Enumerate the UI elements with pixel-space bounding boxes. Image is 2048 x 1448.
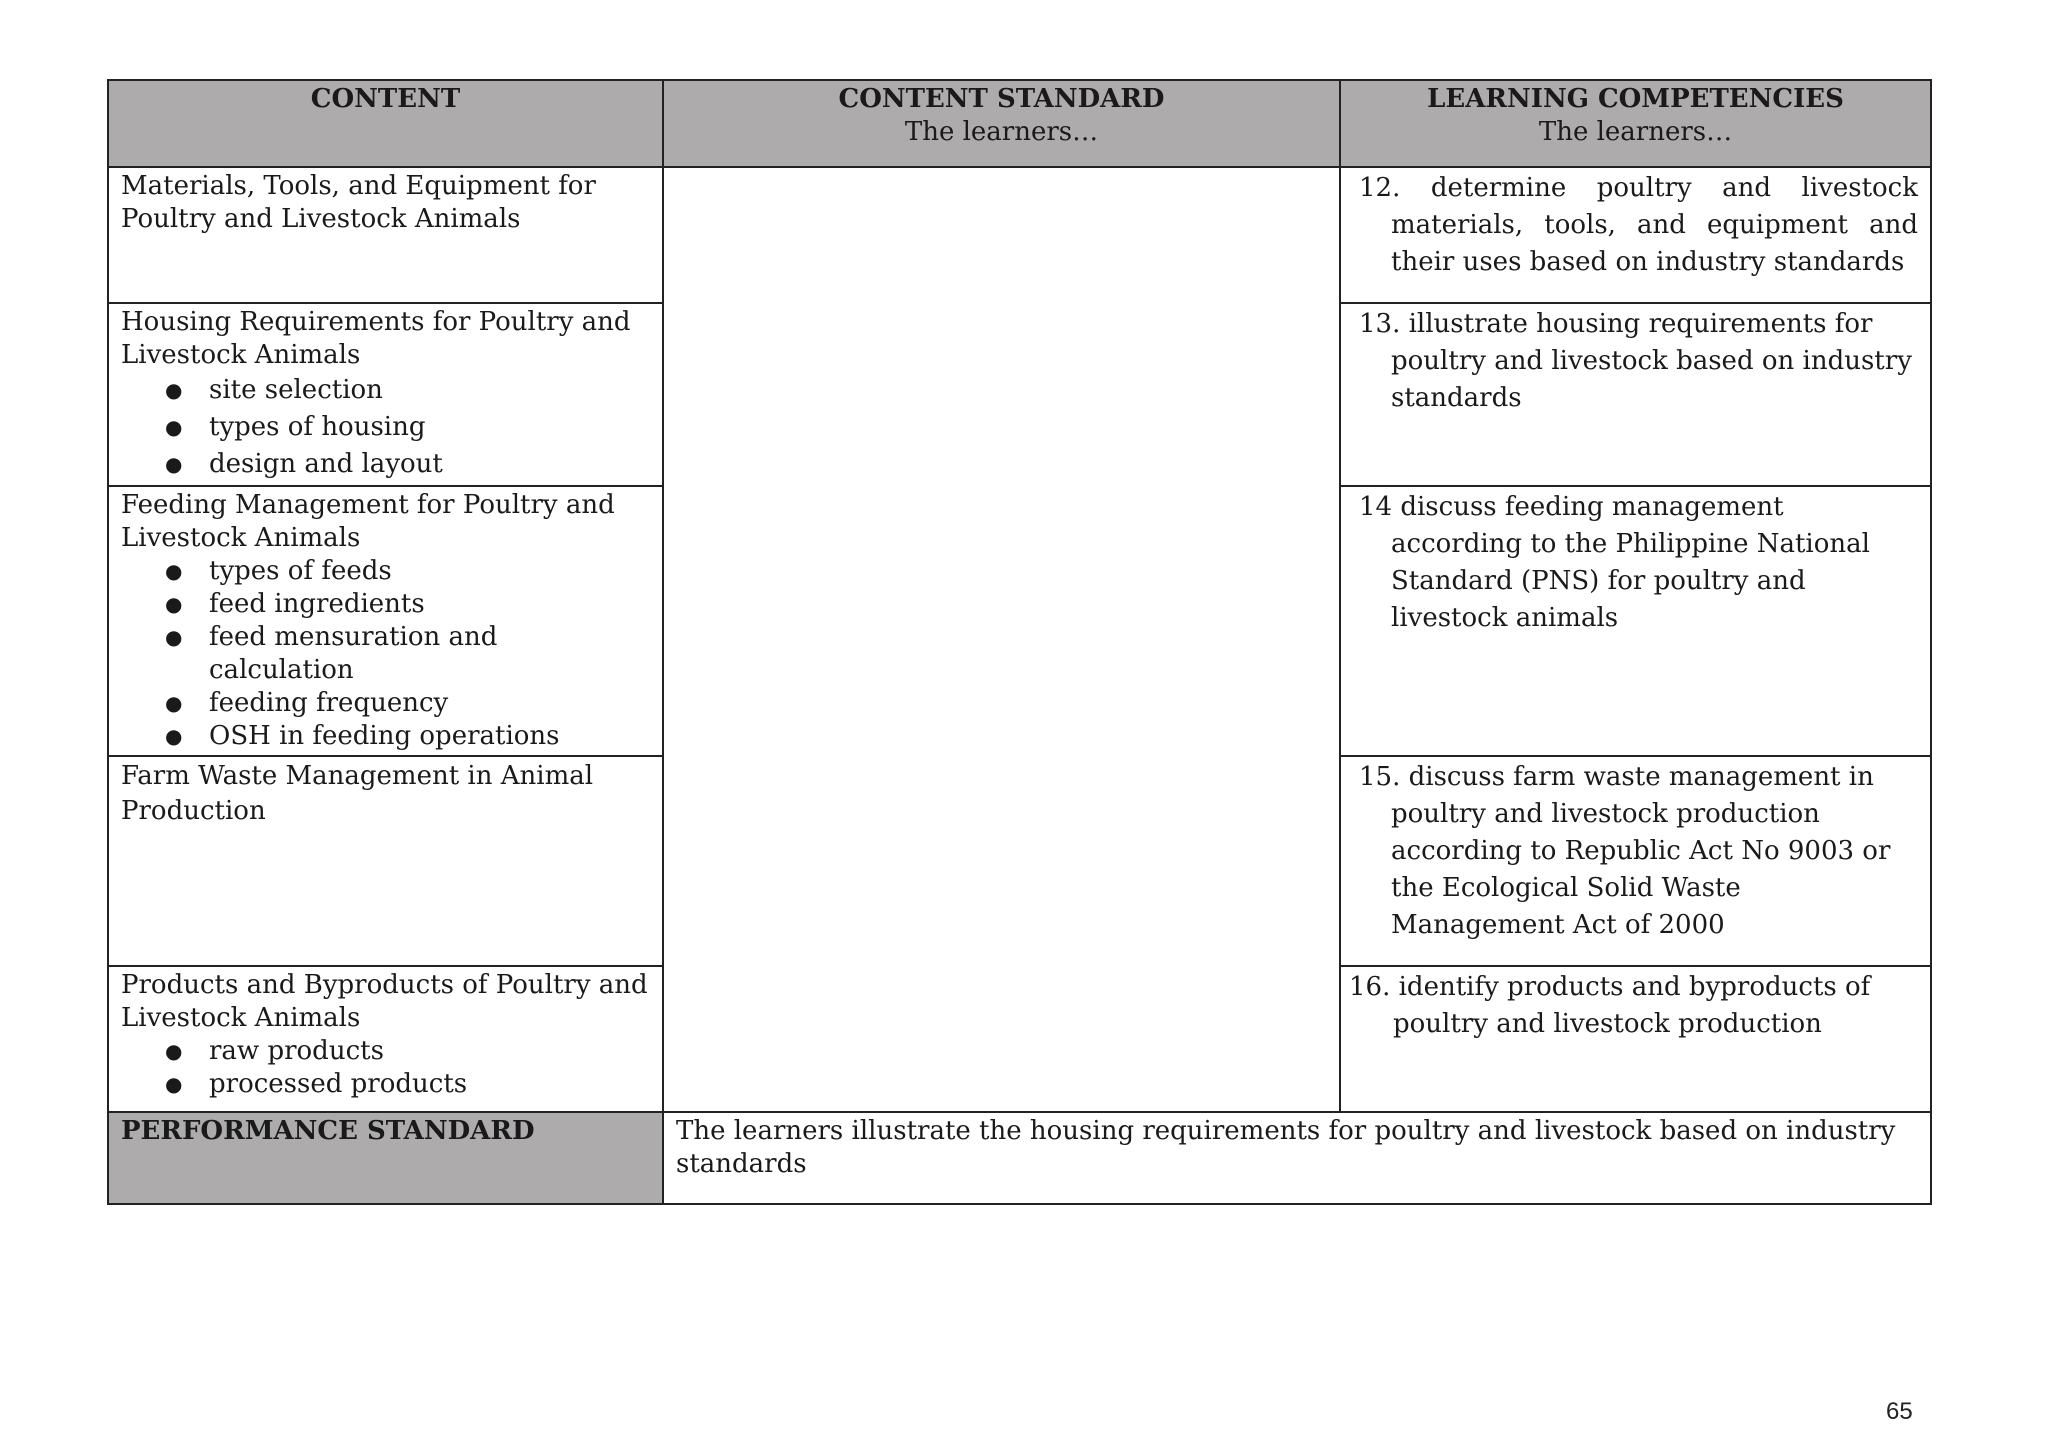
competency-cell bbox=[1340, 167, 1931, 303]
competency-text: 14 discuss feeding management according to the Philippine National Standard (PNS) for poultry and livestock animals bbox=[1359, 492, 1870, 633]
header-content-standard-title: CONTENT STANDARD bbox=[838, 84, 1165, 114]
performance-standard-row bbox=[108, 1112, 1931, 1204]
content-cell bbox=[108, 303, 663, 486]
page-number: 65 bbox=[1886, 1398, 1913, 1425]
content-title: Feeding Management for Poultry and Livestock Animals bbox=[121, 490, 615, 553]
content-standard-cell bbox=[663, 167, 1340, 1112]
header-learning-competencies-sub: The learners… bbox=[1538, 117, 1733, 147]
table-header-row bbox=[108, 80, 1931, 167]
competency-cell bbox=[1340, 303, 1931, 486]
list-item: ● raw products bbox=[121, 1035, 650, 1068]
content-title: Housing Requirements for Poultry and Livestock Animals bbox=[121, 307, 631, 370]
competency-cell bbox=[1340, 486, 1931, 756]
table-row bbox=[108, 167, 1931, 303]
competency-cell bbox=[1340, 756, 1931, 966]
content-title: Materials, Tools, and Equipment for Poultry and Livestock Animals bbox=[121, 171, 596, 234]
list-item: ● OSH in feeding operations bbox=[121, 720, 650, 753]
content-title: Products and Byproducts of Poultry and Livestock Animals bbox=[121, 970, 648, 1033]
header-learning-competencies bbox=[1340, 80, 1931, 167]
content-cell bbox=[108, 167, 663, 303]
competency-cell bbox=[1340, 966, 1931, 1112]
content-bullet-list bbox=[121, 1035, 650, 1101]
list-item: ● feeding frequency bbox=[121, 687, 650, 720]
list-item: ● types of feeds bbox=[121, 555, 650, 588]
performance-standard-text: The learners illustrate the housing requirements for poultry and livestock based on industry standards bbox=[663, 1112, 1931, 1204]
content-title: Farm Waste Management in Animal Production bbox=[121, 761, 594, 826]
list-item: ● feed ingredients bbox=[121, 588, 650, 621]
content-cell bbox=[108, 486, 663, 756]
performance-standard-label: PERFORMANCE STANDARD bbox=[108, 1112, 663, 1204]
header-content-standard-sub: The learners… bbox=[904, 117, 1099, 147]
list-item: ● design and layout bbox=[121, 446, 650, 483]
list-item: ● processed products bbox=[121, 1068, 650, 1101]
competency-text: 12. determine poultry and livestock materials, tools, and equipment and their uses based on industry standards bbox=[1359, 173, 1918, 277]
header-learning-competencies-title: LEARNING COMPETENCIES bbox=[1427, 84, 1844, 114]
curriculum-table bbox=[107, 79, 1932, 1205]
list-item: ● feed mensuration and calculation bbox=[121, 621, 650, 687]
competency-text: 15. discuss farm waste management in poultry and livestock production according to Republic Act No 9003 or the Ecological Solid Waste Management Act of 2000 bbox=[1359, 762, 1891, 940]
content-cell bbox=[108, 756, 663, 966]
competency-text: 13. illustrate housing requirements for poultry and livestock based on industry standards bbox=[1359, 309, 1912, 413]
list-item: ● types of housing bbox=[121, 409, 650, 446]
header-content-standard bbox=[663, 80, 1340, 167]
competency-text: 16. identify products and byproducts of poultry and livestock production bbox=[1349, 972, 1871, 1039]
content-cell bbox=[108, 966, 663, 1112]
list-item: ● site selection bbox=[121, 372, 650, 409]
content-bullet-list bbox=[121, 372, 650, 483]
header-content bbox=[108, 80, 663, 167]
header-content-title: CONTENT bbox=[310, 84, 461, 114]
content-bullet-list bbox=[121, 555, 650, 753]
